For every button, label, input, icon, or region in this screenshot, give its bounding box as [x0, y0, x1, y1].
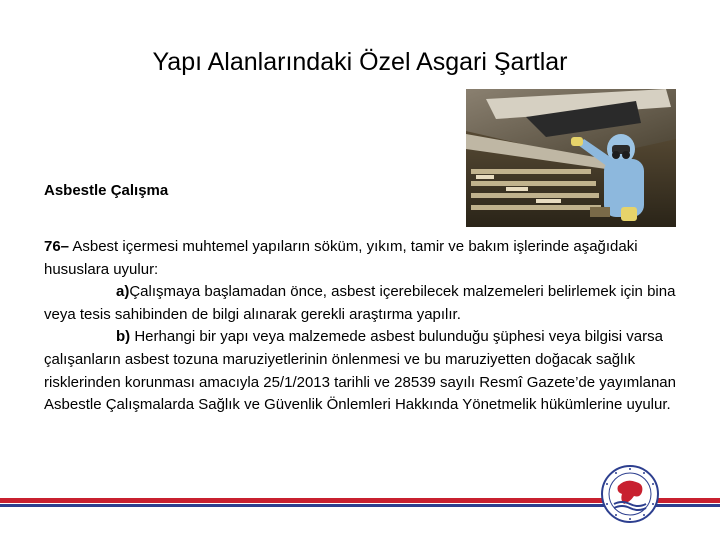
- item-a-text: Çalışmaya başlamadan önce, asbest içerebilecek malzemeleri belirlemek için bina veya tesis sahibinden de bilgi alınarak gerekli araştırma yapılır.: [44, 283, 676, 323]
- slide-title: Yapı Alanlarındaki Özel Asgari Şartlar: [152, 48, 568, 76]
- article-intro-text: Asbest içermesi muhtemel yapıların söküm, yıkım, tamir ve bakım işlerinde aşağıdaki hususlara uyulur:: [44, 238, 638, 278]
- item-b-text: Herhangi bir yapı veya malzemede asbest bulunduğu şüphesi veya bilgisi varsa çalışanların asbest tozuna maruziyetlerinin önlenmesi ve bu maruziyetten doğacak sağlık risklerinden korunması amacıyla 25/1/2013 tarihli ve 28539 sayılı Resmî Gazete’de yayımlanan Asbestle Çalışmalarda Sağlık ve Güvenlik Önlemleri Hakkında Yönetmelik hükümlerine uyulur.: [44, 328, 676, 414]
- section-heading: Asbestle Çalışma: [44, 182, 169, 199]
- article-intro: [44, 236, 684, 281]
- asbestos-removal-photo: [466, 89, 676, 227]
- item-b-label: b): [116, 328, 131, 346]
- article-number: 76–: [44, 238, 70, 255]
- item-a-label: a): [116, 283, 130, 301]
- article-text: [44, 236, 684, 417]
- item-a: [44, 281, 684, 326]
- item-b: [44, 326, 684, 416]
- university-logo: [600, 464, 660, 524]
